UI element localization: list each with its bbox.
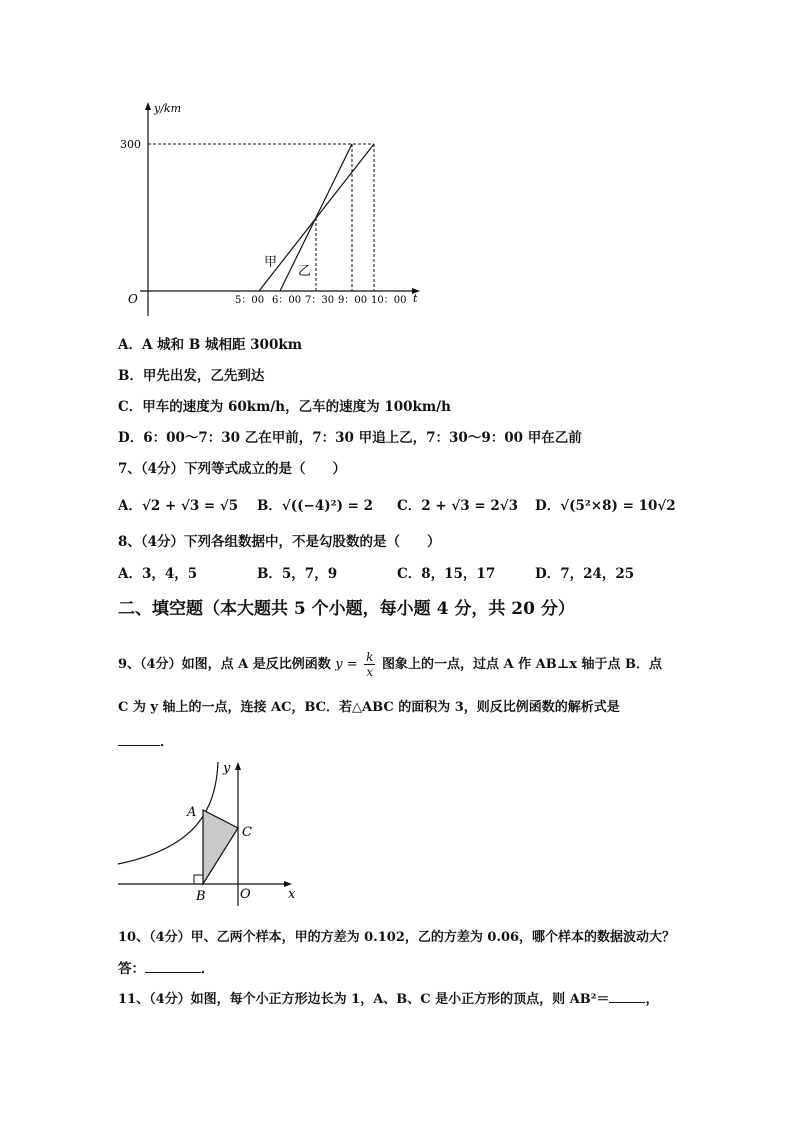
label-jia: 甲 bbox=[264, 255, 278, 270]
q8-option-c: C．8，15，17 bbox=[397, 566, 496, 582]
q9-line1-start: 9、（4分）如图，点 A 是反比例函数 bbox=[118, 657, 331, 672]
y-axis-arrow bbox=[145, 102, 151, 110]
q11-stem bbox=[118, 988, 658, 1007]
q11-stem-text: 11、（4分）如图，每个小正方形边长为 1，A、B、C 是小正方形的顶点，则 AB²＝ bbox=[118, 992, 610, 1007]
q9-line2: C 为 y 轴上的一点，连接 AC，BC．若△ABC 的面积为 3，则反比例函数的解析式是 bbox=[118, 700, 620, 715]
q7-option-c: C．2 + √3 = 2√3 bbox=[397, 498, 518, 514]
q9-func-lhs: y = bbox=[335, 657, 358, 672]
q6-option-c: C．甲车的速度为 60km/h，乙车的速度为 100km/h bbox=[118, 399, 451, 415]
q6-option-a: A．A 城和 B 城相距 300km bbox=[118, 337, 302, 353]
y-axis-label: y/km bbox=[154, 102, 182, 115]
label-c: C bbox=[242, 825, 252, 840]
q11-answer-blank[interactable] bbox=[609, 990, 645, 1003]
x-tick-1000: 10：00 bbox=[371, 295, 407, 306]
y-tick-300: 300 bbox=[120, 138, 141, 151]
q7-option-b: B．√((−4)²) = 2 bbox=[257, 498, 374, 514]
q8-stem: 8、（4分）下列各组数据中，不是勾股数的是（ ） bbox=[118, 534, 441, 550]
x-tick-500: 5：00 bbox=[235, 295, 265, 306]
q10-stem: 10、（4分）甲、乙两个样本，甲的方差为 0.102，乙的方差为 0.06，哪个样本的数据波动大？ bbox=[118, 930, 676, 945]
q9-answer-blank[interactable] bbox=[118, 733, 160, 746]
right-angle-mark bbox=[194, 875, 203, 884]
y-axis-arrow bbox=[235, 762, 241, 770]
q7-option-d: D．√(5²×8) = 10√2 bbox=[535, 498, 676, 514]
label-y: y bbox=[223, 761, 231, 776]
section-heading: 二、填空题（本大题共 5 个小题，每小题 4 分，共 20 分） bbox=[118, 599, 575, 619]
q9-line3-end: ． bbox=[160, 734, 174, 750]
q9-line1-end: 图象上的一点，过点 A 作 AB⊥x 轴于点 B．点 bbox=[381, 657, 662, 672]
label-b: B bbox=[196, 889, 206, 904]
label-o: O bbox=[240, 887, 251, 902]
q10-answer-blank[interactable] bbox=[145, 960, 201, 973]
label-yi: 乙 bbox=[298, 264, 312, 279]
x-tick-730: 7：30 bbox=[305, 295, 335, 306]
q6-option-d: D．6：00～7：30 乙在甲前，7：30 甲追上乙，7：30～9：00 甲在乙前 bbox=[118, 430, 582, 446]
q9-func-den: x bbox=[366, 665, 374, 679]
x-axis-label: t bbox=[413, 292, 418, 305]
q10-answer-end: ． bbox=[201, 961, 215, 977]
q9-line3 bbox=[118, 730, 174, 750]
q8-option-a: A．3，4，5 bbox=[118, 566, 198, 582]
distance-time-graph bbox=[118, 96, 428, 326]
q10-answer-prefix: 答： bbox=[118, 961, 145, 977]
q6-option-b: B．甲先出发，乙先到达 bbox=[118, 368, 265, 384]
label-x: x bbox=[288, 887, 296, 902]
q9-line1 bbox=[118, 650, 662, 679]
x-tick-600: 6：00 bbox=[272, 295, 302, 306]
q9-func-num: k bbox=[366, 650, 374, 664]
q7-stem: 7、（4分）下列等式成立的是（ ） bbox=[118, 461, 347, 477]
triangle-abc bbox=[203, 810, 238, 884]
q8-option-b: B．5，7，9 bbox=[257, 566, 338, 582]
q8-option-d: D．7，24，25 bbox=[535, 566, 635, 582]
q9-func-fraction bbox=[364, 650, 375, 679]
q10-answer-line bbox=[118, 957, 215, 977]
label-a: A bbox=[187, 805, 197, 820]
q7-option-a: A．√2 + √3 = √5 bbox=[118, 498, 239, 514]
x-tick-900: 9：00 bbox=[338, 295, 368, 306]
q11-stem-end: ， bbox=[645, 992, 659, 1007]
inverse-function-graph bbox=[116, 760, 306, 908]
origin-label: O bbox=[128, 292, 138, 306]
